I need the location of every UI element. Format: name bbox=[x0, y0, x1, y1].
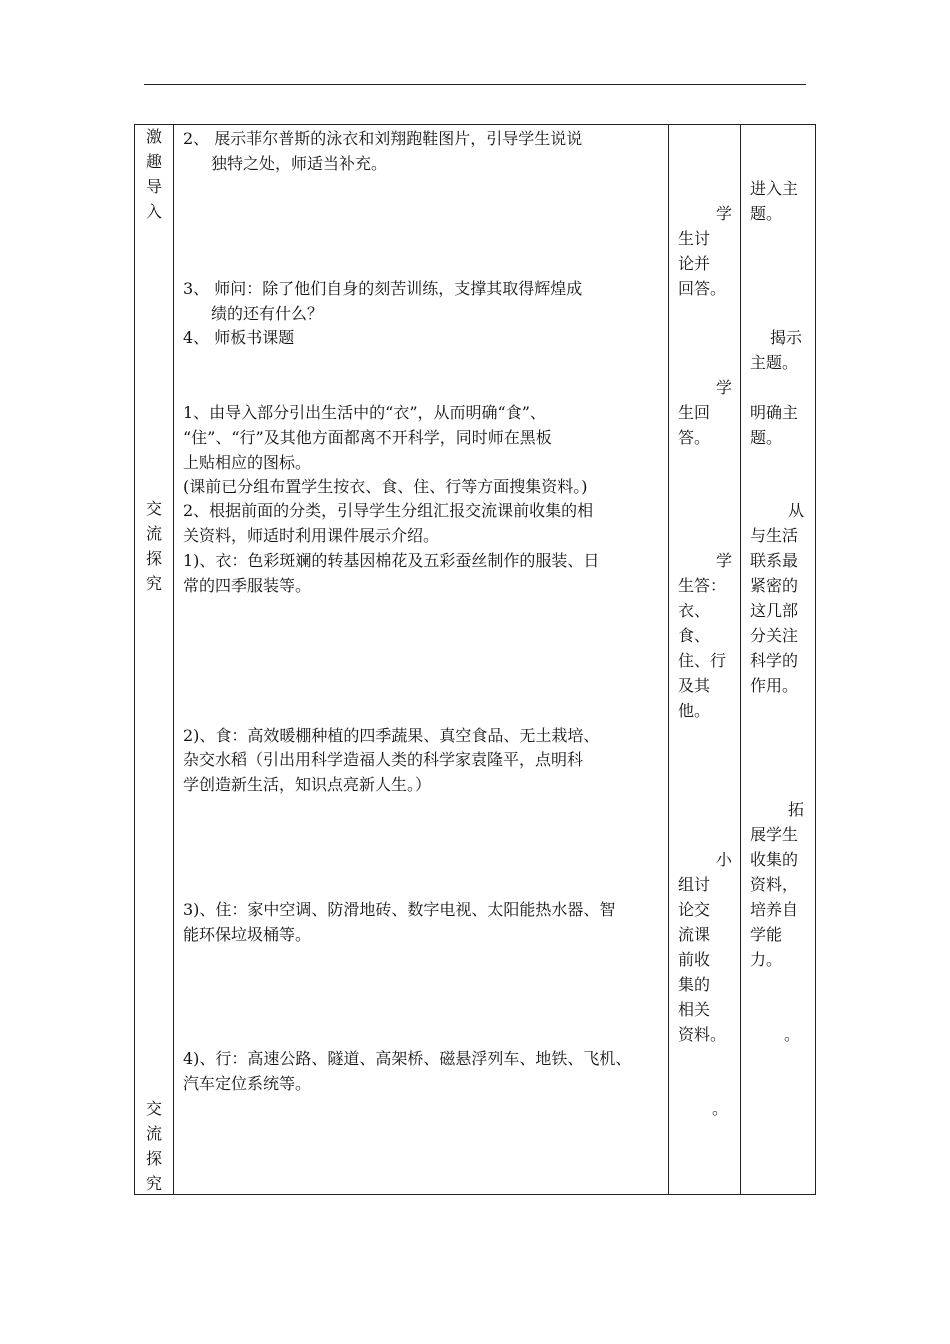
content-line: 3、 师问：除了他们自身的刻苦训练，支撑其取得辉煌成 bbox=[183, 279, 583, 298]
intent-line: 紧密的 bbox=[750, 576, 799, 595]
student-line: 衣、 bbox=[678, 601, 711, 620]
section-label-explore-2: 交流探究 bbox=[145, 1099, 162, 1193]
student-line: 流课 bbox=[678, 925, 711, 944]
section-label-intro: 激趣导入 bbox=[145, 127, 162, 221]
student-line: 组讨 bbox=[678, 875, 711, 894]
student-line: 学 bbox=[716, 551, 733, 570]
student-line: 生回 bbox=[678, 403, 711, 422]
content-line: 汽车定位系统等。 bbox=[183, 1074, 312, 1093]
intent-line: 联系最 bbox=[750, 551, 799, 570]
column-divider bbox=[668, 125, 669, 1194]
student-line: 生讨 bbox=[678, 229, 711, 248]
content-line: 学创造新生活，知识点亮新人生。） bbox=[183, 775, 432, 794]
student-line: 住、行 bbox=[678, 651, 727, 670]
student-line: 资料。 bbox=[678, 1025, 727, 1044]
intent-line: 这几部 bbox=[750, 601, 799, 620]
intent-line: 资料， bbox=[750, 875, 799, 894]
content-line: 1、由导入部分引出生活中的“衣”，从而明确“食”、 bbox=[183, 403, 546, 422]
intent-line: 学能 bbox=[750, 925, 783, 944]
intent-line: 展学生 bbox=[750, 825, 799, 844]
content-line: 2、 展示菲尔普斯的泳衣和刘翔跑鞋图片，引导学生说说 bbox=[183, 129, 583, 148]
content-line: 常的四季服装等。 bbox=[183, 576, 312, 595]
student-line: 学 bbox=[716, 378, 733, 397]
intent-line: 拓 bbox=[788, 800, 805, 819]
student-line: 回答。 bbox=[678, 279, 727, 298]
column-divider bbox=[740, 125, 741, 1194]
intent-line: 从 bbox=[788, 501, 805, 520]
content-line: 杂交水稻（引出用科学造福人类的科学家袁隆平，点明科 bbox=[183, 750, 584, 769]
content-line: 能环保垃圾桶等。 bbox=[183, 925, 312, 944]
section-label-explore: 交流探究 bbox=[145, 499, 162, 593]
intent-line: 与生活 bbox=[750, 526, 799, 545]
intent-line: 。 bbox=[784, 1025, 801, 1044]
intent-line: 进入主 bbox=[750, 179, 799, 198]
intent-line: 培养自 bbox=[750, 900, 799, 919]
student-line: 学 bbox=[716, 204, 733, 223]
student-line: 生答： bbox=[678, 576, 727, 595]
content-line: 1)、衣：色彩斑斓的转基因棉花及五彩蚕丝制作的服装、日 bbox=[183, 551, 600, 570]
content-line: 3)、住：家中空调、防滑地砖、数字电视、太阳能热水器、智 bbox=[183, 900, 616, 919]
header-rule bbox=[144, 84, 806, 85]
student-line: 。 bbox=[712, 1099, 729, 1118]
content-line: 绩的还有什么？ bbox=[211, 304, 324, 323]
student-line: 集的 bbox=[678, 975, 711, 994]
intent-line: 科学的 bbox=[750, 651, 799, 670]
student-line: 食、 bbox=[678, 626, 711, 645]
student-line: 答。 bbox=[678, 428, 711, 447]
intent-line: 题。 bbox=[750, 428, 783, 447]
student-line: 相关 bbox=[678, 1000, 711, 1019]
content-line: 2、根据前面的分类，引导学生分组汇报交流课前收集的相 bbox=[183, 501, 594, 520]
student-line: 前收 bbox=[678, 950, 711, 969]
content-line: 关资料，师适时利用课件展示介绍。 bbox=[183, 526, 440, 545]
intent-line: 明确主 bbox=[750, 403, 799, 422]
student-line: 他。 bbox=[678, 701, 711, 720]
intent-line: 分关注 bbox=[750, 626, 799, 645]
student-line: 及其 bbox=[678, 676, 711, 695]
content-line: 上贴相应的图标。 bbox=[183, 453, 312, 472]
intent-line: 揭示 bbox=[770, 328, 803, 347]
student-line: 论并 bbox=[678, 254, 711, 273]
content-line: 4、 师板书课题 bbox=[183, 328, 295, 347]
content-line: 4)、行：高速公路、隧道、高架桥、磁悬浮列车、地铁、飞机、 bbox=[183, 1049, 632, 1068]
intent-line: 力。 bbox=[750, 950, 783, 969]
content-line: (课前已分组布置学生按衣、食、住、行等方面搜集资料。) bbox=[183, 477, 588, 496]
content-line: 2)、食：高效暖棚种植的四季蔬果、真空食品、无土栽培、 bbox=[183, 726, 600, 745]
intent-line: 题。 bbox=[750, 204, 783, 223]
column-divider bbox=[173, 125, 174, 1194]
student-line: 论交 bbox=[678, 900, 711, 919]
intent-line: 作用。 bbox=[750, 676, 799, 695]
content-line: “住”、“行”及其他方面都离不开科学，同时师在黑板 bbox=[183, 428, 552, 447]
content-line: 独特之处，师适当补充。 bbox=[211, 154, 388, 173]
intent-line: 主题。 bbox=[750, 353, 799, 372]
student-line: 小 bbox=[716, 850, 733, 869]
intent-line: 收集的 bbox=[750, 850, 799, 869]
